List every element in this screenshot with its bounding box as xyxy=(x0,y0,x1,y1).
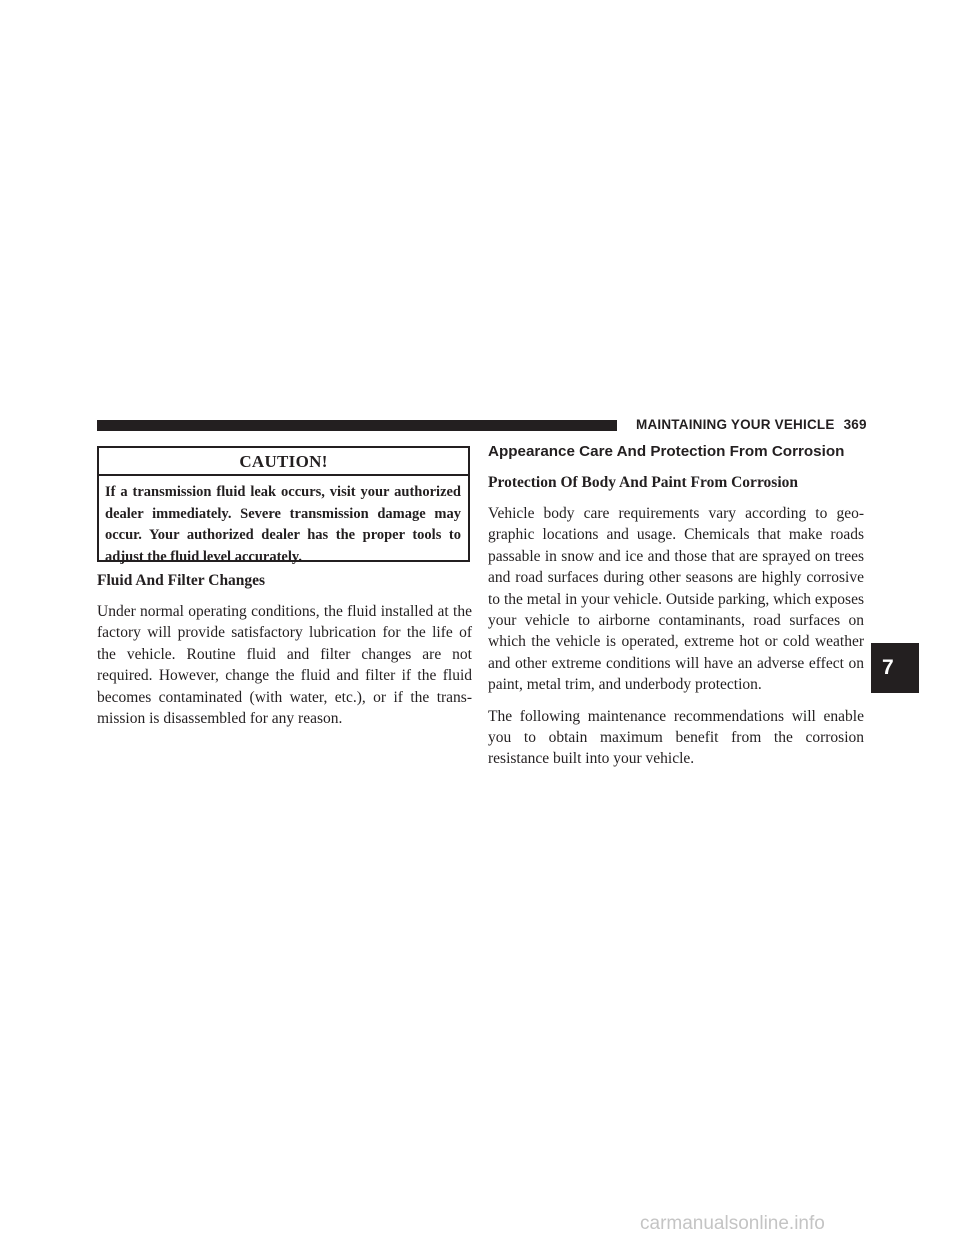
maintenance-paragraph: The following maintenance recommendations will enable you to obtain maximum benefit from the corrosion resistance built into your vehicle. xyxy=(488,707,864,768)
fluid-filter-heading: Fluid And Filter Changes xyxy=(97,572,266,589)
body-care-paragraph: Vehicle body care requirements vary according to geographic locations and usage. Chemicals that make roads passable in snow and ice and those that are sprayed on trees and road surfaces during other seasons are highly corrosive to the metal in your vehicle. Outside parking, which exposes your vehicle to airborne contaminants, road surfaces on which the vehicle is operated, extreme hot or cold weather and other extreme conditions will have an adverse effect on paint, metal trim, and underbody protection. xyxy=(488,505,864,694)
fluid-filter-paragraph: Under normal operating conditions, the fluid installed at the factory will provide satisfactory lubrication for the life of the vehicle. Routine fluid and filter changes are not required. However, change the fluid and filter if the fluid becomes contaminated (with water, etc.), or if the transmission is disassembled for any reason. xyxy=(97,603,472,728)
header-rule xyxy=(97,420,617,431)
right-column xyxy=(488,442,864,770)
running-head xyxy=(636,417,867,432)
appearance-care-heading: Appearance Care And Protection From Corrosion xyxy=(488,443,845,460)
left-column xyxy=(97,570,472,729)
body-paint-subheading: Protection Of Body And Paint From Corrosion xyxy=(488,474,798,491)
page-number: 369 xyxy=(843,417,867,432)
section-title: MAINTAINING YOUR VEHICLE xyxy=(636,417,835,432)
caution-box xyxy=(97,446,470,565)
watermark: carmanualsonline.info xyxy=(640,1213,825,1234)
caution-title: CAUTION! xyxy=(99,448,468,476)
caution-text: If a transmission fluid leak occurs, visit your authorized dealer immediately. Severe transmission damage may occur. Your authorized dealer has the proper tools to adjust the fluid level accurately. xyxy=(105,484,461,565)
chapter-tab: 7 xyxy=(871,643,919,693)
